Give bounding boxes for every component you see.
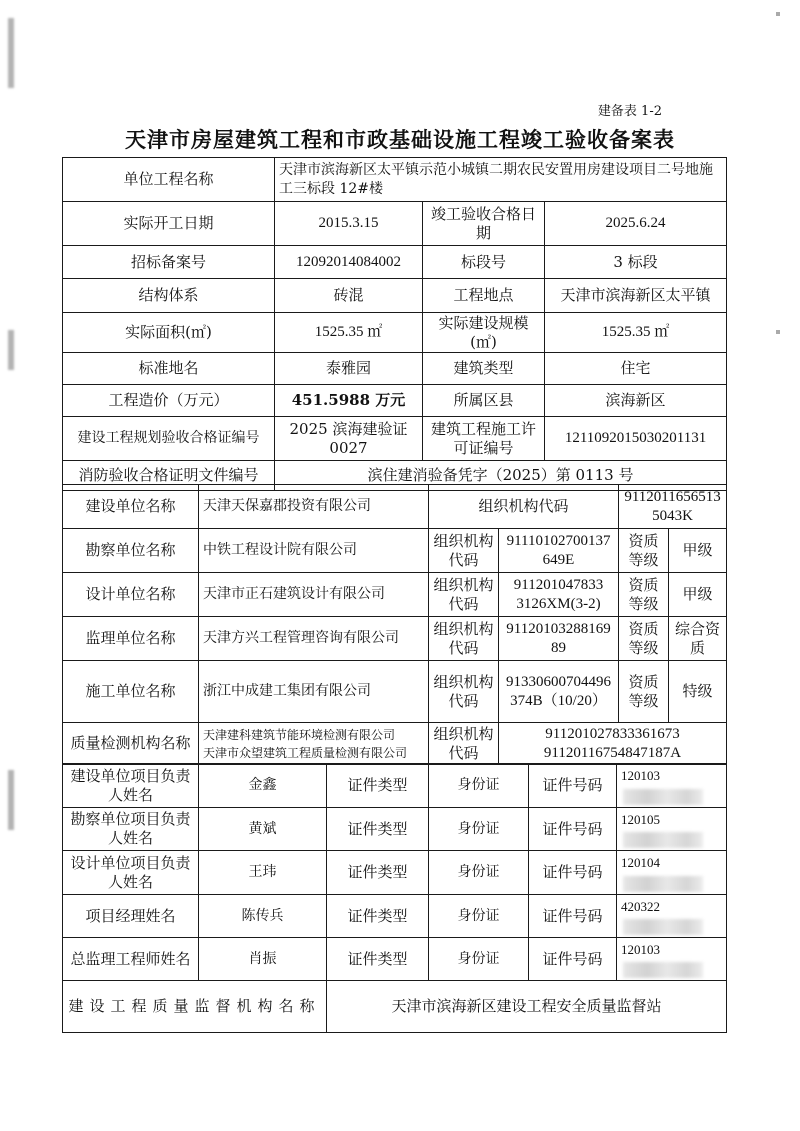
completion-date-label: 竣工验收合格日期 — [423, 202, 545, 246]
id-no-value — [617, 851, 727, 895]
structure-value: 砖混 — [275, 279, 423, 313]
id-no-label: 证件号码 — [529, 764, 617, 808]
location-label: 工程地点 — [423, 279, 545, 313]
org-code-label: 组织机构代码 — [429, 485, 619, 529]
survey-unit-name: 中铁工程设计院有限公司 — [199, 529, 429, 573]
person-row — [63, 851, 727, 895]
design-unit-qualification: 甲级 — [669, 573, 727, 617]
scan-mark — [8, 18, 14, 88]
supervision-unit-qualification: 综合资质 — [669, 617, 727, 661]
id-type-label: 证件类型 — [327, 764, 429, 808]
id-type-label: 证件类型 — [327, 851, 429, 895]
contractor-name: 浙江中成建工集团有限公司 — [199, 661, 429, 723]
person-name: 金鑫 — [199, 764, 327, 808]
testing-agency-names — [199, 723, 429, 765]
org-code-label: 组织机构代码 — [429, 617, 499, 661]
id-no-value — [617, 938, 727, 981]
redacted-id-blur — [623, 832, 703, 848]
id-no-prefix: 120105 — [621, 811, 660, 827]
design-unit-label: 设计单位名称 — [63, 573, 199, 617]
completion-date-value: 2025.6.24 — [545, 202, 727, 246]
redacted-id-blur — [623, 919, 703, 935]
area-label: 实际面积(㎡) — [63, 313, 275, 353]
fire-cert-label: 消防验收合格证明文件编号 — [63, 461, 275, 491]
qualification-label: 资质等级 — [619, 573, 669, 617]
structure-label: 结构体系 — [63, 279, 275, 313]
bid-no-value: 12092014084002 — [275, 246, 423, 279]
construction-unit-name: 天津天保嘉郡投资有限公司 — [199, 485, 429, 529]
id-type-label: 证件类型 — [327, 895, 429, 938]
person-name: 陈传兵 — [199, 895, 327, 938]
district-value: 滨海新区 — [545, 385, 727, 417]
scale-label: 实际建设规模(㎡) — [423, 313, 545, 353]
redacted-id-blur — [623, 876, 703, 892]
units-table — [62, 484, 727, 765]
id-no-value — [617, 895, 727, 938]
form-code: 建备表 1-2 — [597, 104, 662, 119]
id-type-value: 身份证 — [429, 764, 529, 808]
construction-unit-code: 91120116565135043K — [619, 485, 727, 529]
id-no-value — [617, 764, 727, 808]
area-value: 1525.35 ㎡ — [275, 313, 423, 353]
survey-unit-label: 勘察单位名称 — [63, 529, 199, 573]
id-no-value — [617, 808, 727, 851]
id-no-prefix: 120104 — [621, 855, 660, 871]
id-type-value: 身份证 — [429, 808, 529, 851]
district-label: 所属区县 — [423, 385, 545, 417]
contractor-code: 91330600704496374B（10/20） — [499, 661, 619, 723]
planning-cert-value: 2025 滨海建验证 0027 — [275, 417, 423, 461]
person-row — [63, 938, 727, 981]
redacted-id-blur — [623, 789, 703, 805]
supervision-unit-label: 监理单位名称 — [63, 617, 199, 661]
person-role: 勘察单位项目负责人姓名 — [63, 808, 199, 851]
redacted-id-blur — [623, 962, 703, 978]
org-code-label: 组织机构代码 — [429, 529, 499, 573]
person-role: 建设单位项目负责人姓名 — [63, 764, 199, 808]
org-code-label: 组织机构代码 — [429, 661, 499, 723]
contractor-label: 施工单位名称 — [63, 661, 199, 723]
id-no-label: 证件号码 — [529, 895, 617, 938]
org-code-label: 组织机构代码 — [429, 573, 499, 617]
person-name: 王玮 — [199, 851, 327, 895]
place-name-value: 泰雅园 — [275, 353, 423, 385]
fire-cert-value: 滨住建消验备凭字（2025）第 0113 号 — [275, 461, 727, 491]
permit-label: 建筑工程施工许可证编号 — [423, 417, 545, 461]
testing-agency-codes — [499, 723, 727, 765]
testing-agency-name-2: 天津市众望建筑工程质量检测有限公司 — [203, 745, 408, 760]
testing-agency-label: 质量检测机构名称 — [63, 723, 199, 765]
supervision-unit-code: 9112010328816989 — [499, 617, 619, 661]
id-type-value: 身份证 — [429, 938, 529, 981]
id-no-label: 证件号码 — [529, 938, 617, 981]
id-type-value: 身份证 — [429, 895, 529, 938]
id-no-prefix: 120103 — [621, 941, 660, 957]
cost-label: 工程造价（万元） — [63, 385, 275, 417]
construction-unit-label: 建设单位名称 — [63, 485, 199, 529]
building-type-value: 住宅 — [545, 353, 727, 385]
survey-unit-qualification: 甲级 — [669, 529, 727, 573]
project-info-table — [62, 157, 727, 491]
supervision-station-value: 天津市滨海新区建设工程安全质量监督站 — [327, 981, 727, 1033]
design-unit-code: 911201047833 3126XM(3-2) — [499, 573, 619, 617]
person-row — [63, 808, 727, 851]
start-date-label: 实际开工日期 — [63, 202, 275, 246]
id-type-label: 证件类型 — [327, 808, 429, 851]
project-name-value: 天津市滨海新区太平镇示范小城镇二期农民安置用房建设项目二号地施工三标段 12#楼 — [275, 158, 727, 202]
persons-table — [62, 763, 727, 1033]
supervision-unit-name: 天津方兴工程管理咨询有限公司 — [199, 617, 429, 661]
building-type-label: 建筑类型 — [423, 353, 545, 385]
location-value: 天津市滨海新区太平镇 — [545, 279, 727, 313]
start-date-value: 2015.3.15 — [275, 202, 423, 246]
survey-unit-code: 91110102700137649E — [499, 529, 619, 573]
id-no-label: 证件号码 — [529, 808, 617, 851]
qualification-label: 资质等级 — [619, 529, 669, 573]
contractor-qualification: 特级 — [669, 661, 727, 723]
person-name: 黄斌 — [199, 808, 327, 851]
planning-cert-label: 建设工程规划验收合格证编号 — [63, 417, 275, 461]
testing-agency-code-2: 91120116754847187A — [543, 744, 682, 761]
id-no-prefix: 120103 — [621, 768, 660, 784]
qualification-label: 资质等级 — [619, 617, 669, 661]
person-role: 总监理工程师姓名 — [63, 938, 199, 981]
permit-value: 1211092015030201131 — [545, 417, 727, 461]
supervision-station-label: 建设工程质量监督机构名称 — [63, 981, 327, 1033]
person-role: 设计单位项目负责人姓名 — [63, 851, 199, 895]
scan-mark — [776, 330, 780, 334]
place-name-label: 标准地名 — [63, 353, 275, 385]
document-title: 天津市房屋建筑工程和市政基础设施工程竣工验收备案表 — [125, 127, 675, 152]
id-no-prefix: 420322 — [621, 898, 660, 914]
section-label: 标段号 — [423, 246, 545, 279]
person-name: 肖振 — [199, 938, 327, 981]
person-row — [63, 895, 727, 938]
person-row — [63, 764, 727, 808]
org-code-label: 组织机构代码 — [429, 723, 499, 765]
person-role: 项目经理姓名 — [63, 895, 199, 938]
bid-no-label: 招标备案号 — [63, 246, 275, 279]
cost-value: 451.5988 万元 — [275, 385, 423, 417]
testing-agency-name-1: 天津建科建筑节能环境检测有限公司 — [203, 727, 396, 742]
qualification-label: 资质等级 — [619, 661, 669, 723]
id-type-label: 证件类型 — [327, 938, 429, 981]
scan-mark — [8, 770, 14, 830]
id-no-label: 证件号码 — [529, 851, 617, 895]
scan-mark — [8, 330, 14, 370]
testing-agency-code-1: 911201027833361673 — [545, 725, 680, 742]
section-value: 3 标段 — [545, 246, 727, 279]
id-type-value: 身份证 — [429, 851, 529, 895]
scale-value: 1525.35 ㎡ — [545, 313, 727, 353]
project-name-label: 单位工程名称 — [63, 158, 275, 202]
design-unit-name: 天津市正石建筑设计有限公司 — [199, 573, 429, 617]
scan-mark — [776, 12, 780, 16]
